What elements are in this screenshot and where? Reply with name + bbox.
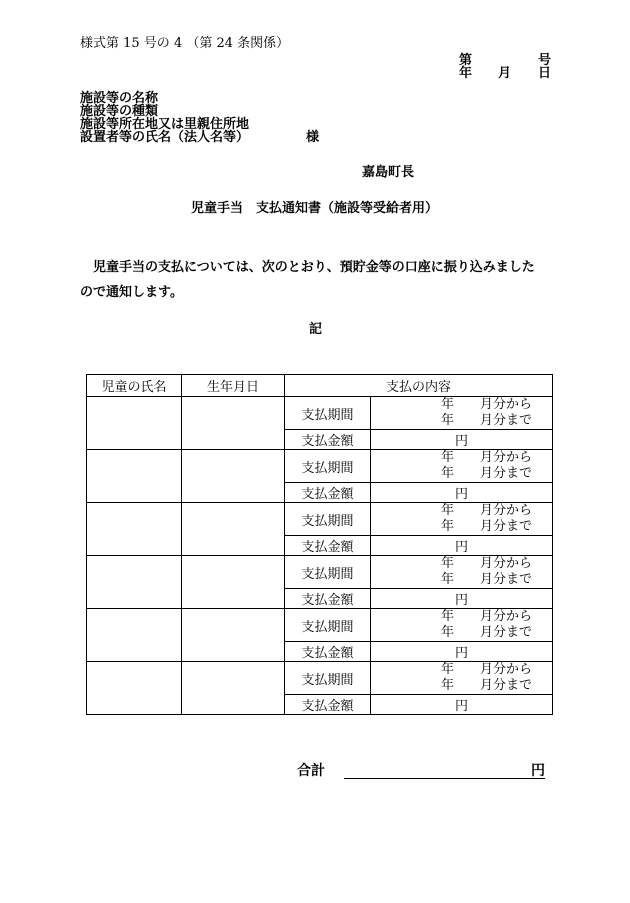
period-range (371, 450, 552, 482)
period-label: 支払期間 (285, 503, 371, 536)
date-month: 月 (498, 66, 512, 81)
amount-yen: 円 (455, 434, 469, 449)
table-row (87, 609, 553, 642)
date-year: 年 (459, 66, 473, 81)
amount-value-cell[interactable] (371, 483, 553, 503)
child-name-cell[interactable] (87, 556, 182, 609)
period-to: 年 月分まで (441, 572, 533, 587)
amount-value-cell[interactable] (371, 695, 553, 715)
period-value-cell[interactable] (371, 503, 553, 536)
child-name-cell[interactable] (87, 503, 182, 556)
period-value-cell[interactable] (371, 556, 553, 589)
table-header-row (87, 375, 553, 397)
total-underline (344, 778, 545, 779)
amount-yen: 円 (455, 646, 469, 661)
amount-value-cell[interactable] (371, 536, 553, 556)
amount-label: 支払金額 (285, 695, 371, 715)
period-label: 支払期間 (285, 609, 371, 642)
child-name-cell[interactable] (87, 662, 182, 715)
amount-label: 支払金額 (285, 430, 371, 450)
period-value-cell[interactable] (371, 450, 553, 483)
body-line-2: ので通知します。 (80, 285, 183, 300)
payment-table (86, 374, 553, 715)
header-payment-content: 支払の内容 (285, 375, 553, 397)
header-child-name: 児童の氏名 (87, 375, 182, 397)
amount-label: 支払金額 (285, 642, 371, 662)
period-from: 年 月分から (441, 609, 533, 624)
period-label: 支払期間 (285, 397, 371, 430)
child-name-cell[interactable] (87, 397, 182, 450)
amount-yen: 円 (455, 699, 469, 714)
amount-yen: 円 (455, 593, 469, 608)
facility-type-label: 施設等の種類 (80, 104, 159, 119)
operator-name-label: 設置者等の氏名（法人名等） (80, 130, 250, 145)
period-to: 年 月分まで (441, 678, 533, 693)
table-row (87, 556, 553, 589)
facility-name-label: 施設等の名称 (80, 91, 159, 106)
body-line-1: 児童手当の支払については、次のとおり、預貯金等の口座に振り込みました (93, 260, 535, 275)
child-name-cell[interactable] (87, 450, 182, 503)
facility-address-label: 施設等所在地又は里親住所地 (80, 117, 250, 132)
birthdate-cell[interactable] (182, 503, 285, 556)
header-birthdate: 生年月日 (182, 375, 285, 397)
honorific: 様 (306, 130, 320, 145)
amount-value-cell[interactable] (371, 642, 553, 662)
period-to: 年 月分まで (441, 413, 533, 428)
table-body (87, 397, 553, 715)
table-row (87, 450, 553, 483)
amount-label: 支払金額 (285, 536, 371, 556)
period-value-cell[interactable] (371, 397, 553, 430)
period-range (371, 609, 552, 641)
period-to: 年 月分まで (441, 519, 533, 534)
period-from: 年 月分から (441, 450, 533, 465)
period-value-cell[interactable] (371, 609, 553, 642)
table-row (87, 503, 553, 536)
period-from: 年 月分から (441, 662, 533, 677)
amount-yen: 円 (455, 540, 469, 555)
form-reference: 様式第 15 号の 4 （第 24 条関係） (80, 36, 290, 51)
period-from: 年 月分から (441, 397, 533, 412)
amount-label: 支払金額 (285, 483, 371, 503)
number-label-left: 第 (459, 53, 473, 68)
period-from: 年 月分から (441, 503, 533, 518)
birthdate-cell[interactable] (182, 662, 285, 715)
birthdate-cell[interactable] (182, 450, 285, 503)
amount-label: 支払金額 (285, 589, 371, 609)
period-value-cell[interactable] (371, 662, 553, 695)
period-range (371, 662, 552, 694)
date-day: 日 (538, 66, 552, 81)
child-name-cell[interactable] (87, 609, 182, 662)
amount-value-cell[interactable] (371, 430, 553, 450)
period-range (371, 556, 552, 588)
number-label-right: 号 (538, 53, 552, 68)
table-row (87, 662, 553, 695)
period-range (371, 503, 552, 535)
birthdate-cell[interactable] (182, 556, 285, 609)
ki-marker: 記 (309, 322, 323, 337)
document-title: 児童手当 支払通知書（施設等受給者用） (191, 201, 439, 216)
birthdate-cell[interactable] (182, 609, 285, 662)
amount-value-cell[interactable] (371, 589, 553, 609)
table-row (87, 397, 553, 430)
period-label: 支払期間 (285, 556, 371, 589)
period-range (371, 397, 552, 429)
period-to: 年 月分まで (441, 466, 533, 481)
birthdate-cell[interactable] (182, 397, 285, 450)
period-from: 年 月分から (441, 556, 533, 571)
period-label: 支払期間 (285, 450, 371, 483)
total-yen: 円 (531, 763, 545, 779)
sender: 嘉島町長 (362, 165, 415, 180)
amount-yen: 円 (455, 487, 469, 502)
total-label: 合計 (297, 763, 325, 779)
period-to: 年 月分まで (441, 625, 533, 640)
period-label: 支払期間 (285, 662, 371, 695)
